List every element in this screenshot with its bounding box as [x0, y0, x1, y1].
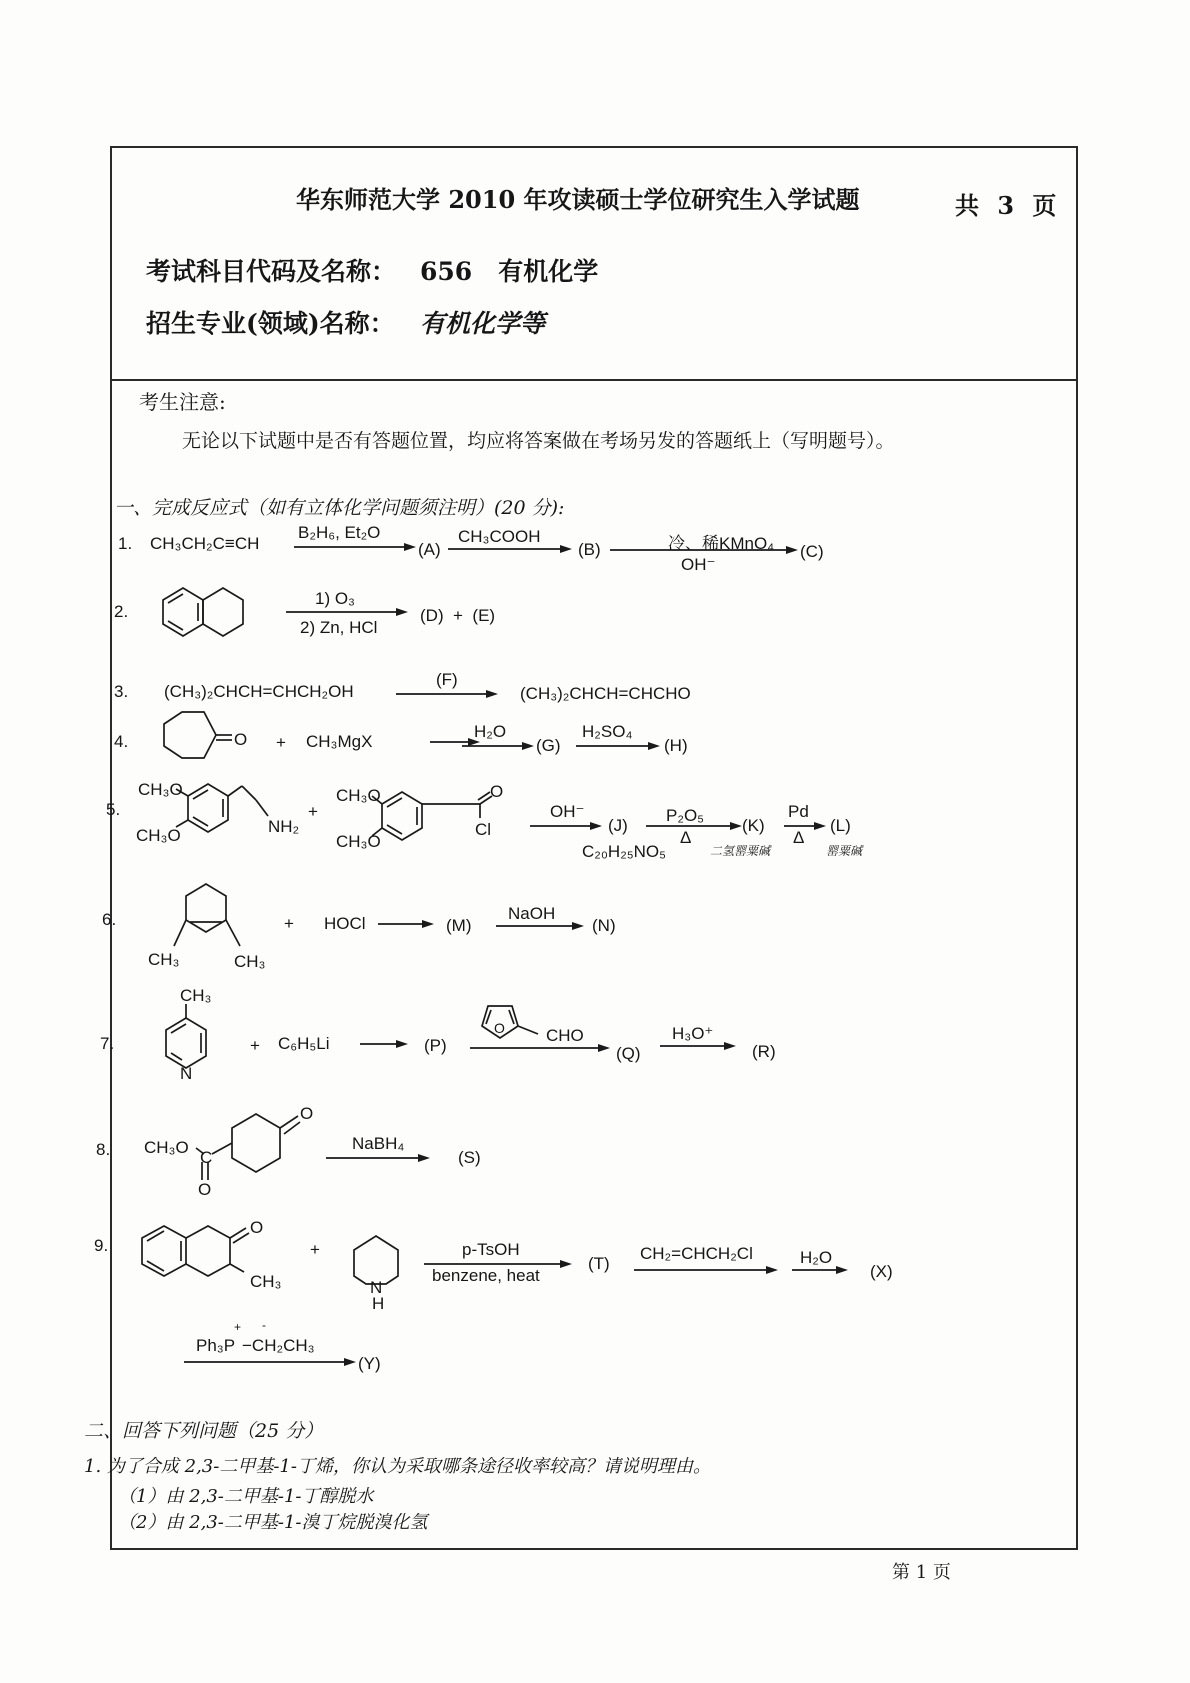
section2-heading: 二、回答下列问题（25 分） [84, 1420, 324, 1442]
r7-cho: CHO [546, 1026, 584, 1045]
r9-ylide-plus: + [234, 1320, 242, 1334]
r3-number: 3. [114, 682, 129, 701]
r4-plus: + [276, 733, 286, 752]
exam-title: 华东师范大学 2010 年攻读硕士学位研究生入学试题 [296, 185, 860, 214]
r9-ylide-minus: - [262, 1318, 266, 1332]
r8-ketone-o: O [300, 1104, 314, 1123]
question-1: 1. 为了合成 2,3-二甲基-1-丁烯，你认为采取哪条途径收率较高？请说明理由。 [84, 1456, 711, 1477]
notice-label: 考生注意: [139, 390, 226, 414]
r6-ch3-right: CH₃ [234, 952, 266, 971]
r2-number: 2. [114, 602, 129, 621]
r6-reagent: HOCl [324, 914, 366, 933]
r5-ome-1: CH₃O [138, 780, 183, 799]
r5-chloride: Cl [475, 820, 492, 839]
r5-carbonyl-o: O [490, 782, 504, 801]
r1-cond3-base: OH⁻ [681, 555, 716, 574]
r9-cond2: CH₂=CHCH₂Cl [640, 1244, 753, 1263]
r5-delta-1: Δ [680, 828, 692, 847]
r4-oxygen: O [234, 730, 248, 749]
r4-number: 4. [114, 732, 129, 751]
r5-delta-2: Δ [793, 828, 805, 847]
r5-cond2: P₂O₅ [666, 806, 705, 825]
r5-cond1: OH⁻ [550, 802, 585, 821]
r1-product-a: (A) [418, 540, 441, 559]
r9-product-x: (X) [870, 1262, 893, 1281]
r5-note-l: 罂粟碱 [826, 844, 863, 858]
r2-cond2: 2) Zn, HCl [300, 618, 378, 637]
r8-carbon: C [200, 1148, 213, 1167]
r9-ketone-o: O [250, 1218, 264, 1237]
page-count: 共 3 页 [955, 191, 1057, 220]
r7-number: 7. [100, 1034, 115, 1053]
r9-ylide-ethyl: −CH₂CH₃ [242, 1336, 315, 1355]
r9-cond1-solvent: benzene, heat [432, 1266, 540, 1285]
r1-product-b: (B) [578, 540, 601, 559]
r8-ester-o: O [198, 1180, 212, 1199]
r1-number: 1. [118, 534, 133, 553]
r7-ch3: CH₃ [180, 986, 212, 1005]
r6-plus: + [284, 914, 294, 933]
r5-number: 5. [106, 800, 121, 819]
r5-product-l: (L) [830, 816, 851, 835]
r9-cond1: p-TsOH [462, 1240, 520, 1259]
r9-product-t: (T) [588, 1254, 610, 1273]
r5-ome-4: CH₃O [336, 832, 381, 851]
r5-nh2: NH₂ [268, 817, 300, 836]
major-value: 有机化学等 [420, 309, 546, 338]
r9-ylide-ph3p: Ph₃P [196, 1336, 236, 1355]
r5-j-formula: C₂₀H₂₅NO₅ [582, 842, 667, 861]
r8-number: 8. [96, 1140, 111, 1159]
r7-product-q: (Q) [616, 1044, 641, 1063]
r5-ome-3: CH₃O [336, 786, 381, 805]
notice-text: 无论以下试题中是否有答题位置，均应将答案做在考场另发的答题纸上（写明题号）。 [182, 430, 895, 452]
r9-ch3: CH₃ [250, 1272, 282, 1291]
r4-product-h: (H) [664, 736, 688, 755]
r1-cond1: B₂H₆, Et₂O [298, 523, 381, 542]
r7-n: N [180, 1064, 193, 1083]
r6-product-m: (M) [446, 916, 472, 935]
r5-note-k: 二氢罂粟碱 [710, 844, 771, 858]
r6-number: 6. [102, 910, 117, 929]
r5-cond3: Pd [788, 802, 809, 821]
r3-product: (CH₃)₂CHCH=CHCHO [520, 684, 691, 703]
r7-product-p: (P) [424, 1036, 447, 1055]
r7-product-r: (R) [752, 1042, 776, 1061]
r4-cond2: H₂SO₄ [582, 722, 633, 741]
r5-product-k: (K) [742, 816, 765, 835]
r4-cond1: H₂O [474, 722, 507, 741]
r5-product-j: (J) [608, 816, 628, 835]
r1-starting-material: CH₃CH₂C≡CH [150, 534, 260, 553]
r9-piperidine-n: N [370, 1278, 383, 1297]
r8-product-s: (S) [458, 1148, 481, 1167]
r2-cond1: 1) O₃ [315, 589, 355, 608]
r9-piperidine-h: H [372, 1294, 385, 1313]
r9-cond3: H₂O [800, 1248, 833, 1267]
r3-cond: (F) [436, 670, 458, 689]
r6-ch3-left: CH₃ [148, 950, 180, 969]
r1-cond2: CH₃COOH [458, 527, 541, 546]
question-1-option-2: （2）由 2,3-二甲基-1-溴丁烷脱溴化氢 [118, 1512, 428, 1533]
section1-heading: 一、完成反应式（如有立体化学问题须注明）(20 分): [114, 497, 565, 519]
major-label: 招生专业(领域)名称： [146, 309, 395, 338]
r1-product-c: (C) [800, 542, 824, 561]
r9-number: 9. [94, 1236, 109, 1255]
r6-cond: NaOH [508, 904, 556, 923]
r5-plus: + [308, 802, 318, 821]
question-1-option-1: （1）由 2,3-二甲基-1-丁醇脱水 [118, 1486, 374, 1507]
r7-plus: + [250, 1036, 260, 1055]
r7-reagent: C₆H₅Li [278, 1034, 330, 1053]
r8-cond: NaBH₄ [352, 1134, 405, 1153]
subject-value: 656 有机化学 [420, 257, 599, 286]
r4-product-g: (G) [536, 736, 561, 755]
r5-ome-2: CH₃O [136, 826, 181, 845]
page-number: 第 1 页 [892, 1562, 951, 1583]
r1-cond3: 冷、稀KMnO₄ [668, 534, 775, 553]
subject-label: 考试科目代码及名称： [146, 257, 397, 286]
r2-products: (D) + (E) [420, 606, 496, 625]
r6-product-n: (N) [592, 916, 616, 935]
r7-cond2: H₃O⁺ [672, 1024, 714, 1043]
r3-starting-material: (CH₃)₂CHCH=CHCH₂OH [164, 682, 354, 701]
r8-ch3o: CH₃O [144, 1138, 189, 1157]
r9-product-y: (Y) [358, 1354, 381, 1373]
r4-reagent: CH₃MgX [306, 732, 373, 751]
r7-furan-o: O [494, 1020, 505, 1036]
r9-plus: + [310, 1240, 320, 1259]
